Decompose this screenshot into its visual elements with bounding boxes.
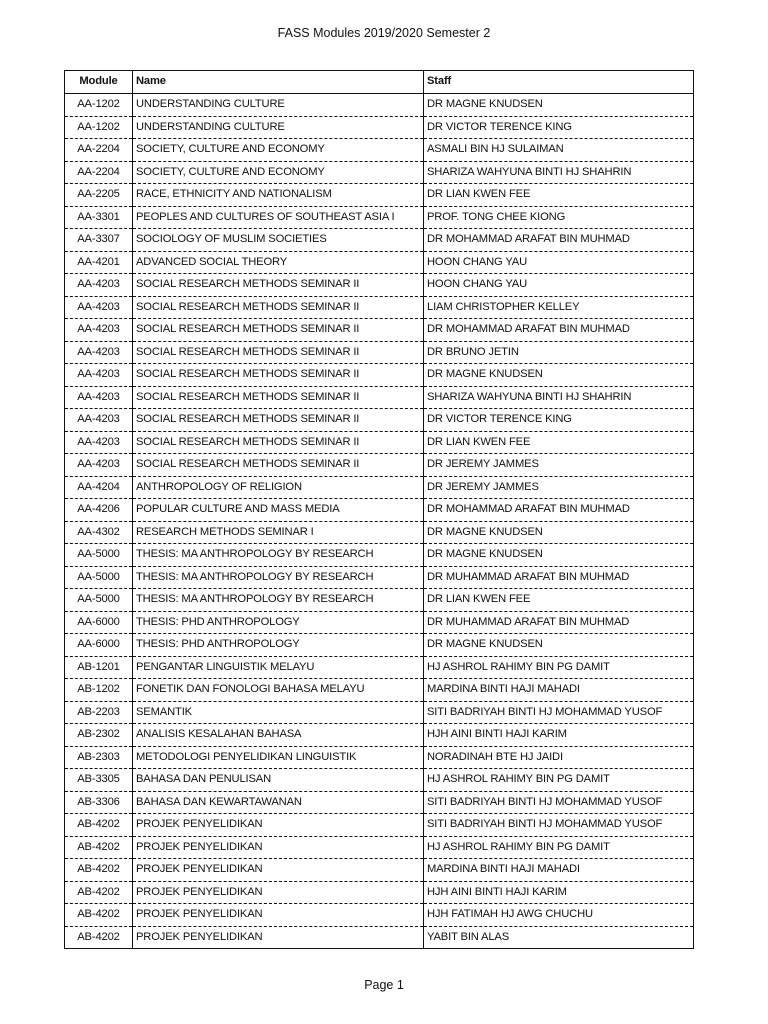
cell-name: PROJEK PENYELIDIKAN [133, 904, 424, 927]
table-row [65, 859, 694, 882]
table-row [65, 746, 694, 769]
cell-module: AB-1201 [65, 656, 133, 679]
cell-module: AA-4204 [65, 476, 133, 499]
cell-staff: DR JEREMY JAMMES [424, 476, 694, 499]
header-name: Name [133, 71, 424, 94]
cell-module: AA-5000 [65, 544, 133, 567]
table-row [65, 341, 694, 364]
cell-staff: DR BRUNO JETIN [424, 341, 694, 364]
cell-name: SEMANTIK [133, 701, 424, 724]
cell-name: RACE, ETHNICITY AND NATIONALISM [133, 184, 424, 207]
header-staff: Staff [424, 71, 694, 94]
cell-module: AB-4202 [65, 814, 133, 837]
cell-name: ANALISIS KESALAHAN BAHASA [133, 724, 424, 747]
table-body [65, 94, 694, 949]
cell-name: SOCIAL RESEARCH METHODS SEMINAR II [133, 431, 424, 454]
cell-staff: PROF. TONG CHEE KIONG [424, 206, 694, 229]
cell-staff: SITI BADRIYAH BINTI HJ MOHAMMAD YUSOF [424, 791, 694, 814]
cell-staff: DR MAGNE KNUDSEN [424, 544, 694, 567]
cell-staff: DR MOHAMMAD ARAFAT BIN MUHMAD [424, 319, 694, 342]
cell-name: POPULAR CULTURE AND MASS MEDIA [133, 499, 424, 522]
cell-module: AA-5000 [65, 566, 133, 589]
cell-name: THESIS: PHD ANTHROPOLOGY [133, 611, 424, 634]
cell-name: SOCIAL RESEARCH METHODS SEMINAR II [133, 454, 424, 477]
cell-staff: HJH FATIMAH HJ AWG CHUCHU [424, 904, 694, 927]
cell-staff: SITI BADRIYAH BINTI HJ MOHAMMAD YUSOF [424, 814, 694, 837]
cell-staff: DR MUHAMMAD ARAFAT BIN MUHMAD [424, 566, 694, 589]
cell-name: ADVANCED SOCIAL THEORY [133, 251, 424, 274]
cell-staff: HOON CHANG YAU [424, 251, 694, 274]
table-row [65, 791, 694, 814]
cell-module: AB-3306 [65, 791, 133, 814]
cell-module: AA-3301 [65, 206, 133, 229]
cell-name: SOCIOLOGY OF MUSLIM SOCIETIES [133, 229, 424, 252]
table-row [65, 724, 694, 747]
cell-name: THESIS: MA ANTHROPOLOGY BY RESEARCH [133, 589, 424, 612]
cell-module: AA-5000 [65, 589, 133, 612]
header-module: Module [65, 71, 133, 94]
table-header-row [65, 71, 694, 94]
cell-staff: DR LIAN KWEN FEE [424, 431, 694, 454]
cell-staff: DR MAGNE KNUDSEN [424, 364, 694, 387]
cell-staff: HJH AINI BINTI HAJI KARIM [424, 724, 694, 747]
cell-module: AA-1202 [65, 94, 133, 117]
cell-staff: DR MOHAMMAD ARAFAT BIN MUHMAD [424, 229, 694, 252]
cell-module: AA-4206 [65, 499, 133, 522]
cell-name: BAHASA DAN PENULISAN [133, 769, 424, 792]
cell-staff: DR LIAN KWEN FEE [424, 589, 694, 612]
table-row [65, 926, 694, 949]
cell-module: AA-4203 [65, 409, 133, 432]
table-row [65, 409, 694, 432]
cell-module: AA-4302 [65, 521, 133, 544]
cell-name: PEOPLES AND CULTURES OF SOUTHEAST ASIA I [133, 206, 424, 229]
table-row [65, 251, 694, 274]
cell-name: THESIS: PHD ANTHROPOLOGY [133, 634, 424, 657]
cell-staff: DR JEREMY JAMMES [424, 454, 694, 477]
cell-staff: DR VICTOR TERENCE KING [424, 116, 694, 139]
table-row [65, 769, 694, 792]
cell-staff: YABIT BIN ALAS [424, 926, 694, 949]
cell-name: PROJEK PENYELIDIKAN [133, 814, 424, 837]
cell-name: BAHASA DAN KEWARTAWANAN [133, 791, 424, 814]
cell-staff: DR LIAN KWEN FEE [424, 184, 694, 207]
table-row [65, 881, 694, 904]
cell-module: AB-1202 [65, 679, 133, 702]
cell-staff: HJ ASHROL RAHIMY BIN PG DAMIT [424, 836, 694, 859]
cell-name: METODOLOGI PENYELIDIKAN LINGUISTIK [133, 746, 424, 769]
table-row [65, 116, 694, 139]
table-row [65, 544, 694, 567]
cell-module: AB-4202 [65, 859, 133, 882]
table-row [65, 364, 694, 387]
cell-staff: DR VICTOR TERENCE KING [424, 409, 694, 432]
table-row [65, 521, 694, 544]
cell-staff: HJH AINI BINTI HAJI KARIM [424, 881, 694, 904]
cell-module: AA-1202 [65, 116, 133, 139]
cell-module: AB-3305 [65, 769, 133, 792]
cell-name: THESIS: MA ANTHROPOLOGY BY RESEARCH [133, 544, 424, 567]
cell-name: SOCIAL RESEARCH METHODS SEMINAR II [133, 409, 424, 432]
cell-name: ANTHROPOLOGY OF RELIGION [133, 476, 424, 499]
table-row [65, 454, 694, 477]
cell-name: PROJEK PENYELIDIKAN [133, 859, 424, 882]
table-row [65, 94, 694, 117]
table-row [65, 386, 694, 409]
table-row [65, 679, 694, 702]
cell-module: AA-4203 [65, 319, 133, 342]
cell-staff: HJ ASHROL RAHIMY BIN PG DAMIT [424, 656, 694, 679]
table-row [65, 701, 694, 724]
cell-module: AB-2203 [65, 701, 133, 724]
cell-staff: SHARIZA WAHYUNA BINTI HJ SHAHRIN [424, 386, 694, 409]
cell-name: FONETIK DAN FONOLOGI BAHASA MELAYU [133, 679, 424, 702]
cell-staff: SHARIZA WAHYUNA BINTI HJ SHAHRIN [424, 161, 694, 184]
cell-staff: HJ ASHROL RAHIMY BIN PG DAMIT [424, 769, 694, 792]
table-row [65, 611, 694, 634]
cell-module: AA-2205 [65, 184, 133, 207]
cell-module: AA-4201 [65, 251, 133, 274]
cell-name: SOCIETY, CULTURE AND ECONOMY [133, 139, 424, 162]
table-row [65, 904, 694, 927]
table-row [65, 431, 694, 454]
cell-name: PROJEK PENYELIDIKAN [133, 836, 424, 859]
cell-module: AB-4202 [65, 881, 133, 904]
cell-name: THESIS: MA ANTHROPOLOGY BY RESEARCH [133, 566, 424, 589]
table-row [65, 206, 694, 229]
cell-module: AB-2302 [65, 724, 133, 747]
cell-module: AA-4203 [65, 296, 133, 319]
cell-module: AA-4203 [65, 341, 133, 364]
table-row [65, 229, 694, 252]
cell-name: PROJEK PENYELIDIKAN [133, 926, 424, 949]
cell-module: AA-4203 [65, 454, 133, 477]
cell-name: PROJEK PENYELIDIKAN [133, 881, 424, 904]
cell-name: UNDERSTANDING CULTURE [133, 94, 424, 117]
cell-staff: DR MAGNE KNUDSEN [424, 634, 694, 657]
cell-name: SOCIAL RESEARCH METHODS SEMINAR II [133, 341, 424, 364]
document-title: FASS Modules 2019/2020 Semester 2 [277, 26, 491, 40]
cell-module: AA-2204 [65, 139, 133, 162]
table-row [65, 184, 694, 207]
cell-name: SOCIAL RESEARCH METHODS SEMINAR II [133, 274, 424, 297]
table-row [65, 589, 694, 612]
cell-module: AA-6000 [65, 611, 133, 634]
cell-module: AB-4202 [65, 904, 133, 927]
cell-name: SOCIAL RESEARCH METHODS SEMINAR II [133, 319, 424, 342]
cell-staff: NORADINAH BTE HJ JAIDI [424, 746, 694, 769]
cell-module: AA-2204 [65, 161, 133, 184]
table-row [65, 634, 694, 657]
cell-staff: LIAM CHRISTOPHER KELLEY [424, 296, 694, 319]
cell-staff: ASMALI BIN HJ SULAIMAN [424, 139, 694, 162]
cell-module: AA-3307 [65, 229, 133, 252]
cell-name: UNDERSTANDING CULTURE [133, 116, 424, 139]
cell-staff: DR MOHAMMAD ARAFAT BIN MUHMAD [424, 499, 694, 522]
table-row [65, 836, 694, 859]
cell-module: AA-4203 [65, 386, 133, 409]
cell-staff: HOON CHANG YAU [424, 274, 694, 297]
cell-module: AA-4203 [65, 431, 133, 454]
cell-staff: MARDINA BINTI HAJI MAHADI [424, 859, 694, 882]
cell-module: AB-4202 [65, 836, 133, 859]
cell-name: SOCIAL RESEARCH METHODS SEMINAR II [133, 386, 424, 409]
table-row [65, 656, 694, 679]
cell-staff: MARDINA BINTI HAJI MAHADI [424, 679, 694, 702]
table-row [65, 296, 694, 319]
cell-name: RESEARCH METHODS SEMINAR I [133, 521, 424, 544]
cell-module: AB-2303 [65, 746, 133, 769]
cell-module: AB-4202 [65, 926, 133, 949]
cell-staff: DR MUHAMMAD ARAFAT BIN MUHMAD [424, 611, 694, 634]
cell-module: AA-6000 [65, 634, 133, 657]
cell-staff: DR MAGNE KNUDSEN [424, 94, 694, 117]
cell-module: AA-4203 [65, 364, 133, 387]
cell-staff: SITI BADRIYAH BINTI HJ MOHAMMAD YUSOF [424, 701, 694, 724]
modules-table [64, 70, 694, 949]
table-row [65, 274, 694, 297]
cell-module: AA-4203 [65, 274, 133, 297]
table-row [65, 319, 694, 342]
cell-name: SOCIAL RESEARCH METHODS SEMINAR II [133, 364, 424, 387]
table-row [65, 814, 694, 837]
table-row [65, 499, 694, 522]
table-row [65, 161, 694, 184]
cell-staff: DR MAGNE KNUDSEN [424, 521, 694, 544]
table-row [65, 139, 694, 162]
cell-name: PENGANTAR LINGUISTIK MELAYU [133, 656, 424, 679]
table-row [65, 566, 694, 589]
cell-name: SOCIETY, CULTURE AND ECONOMY [133, 161, 424, 184]
cell-name: SOCIAL RESEARCH METHODS SEMINAR II [133, 296, 424, 319]
table-row [65, 476, 694, 499]
page-number: Page 1 [364, 978, 404, 992]
